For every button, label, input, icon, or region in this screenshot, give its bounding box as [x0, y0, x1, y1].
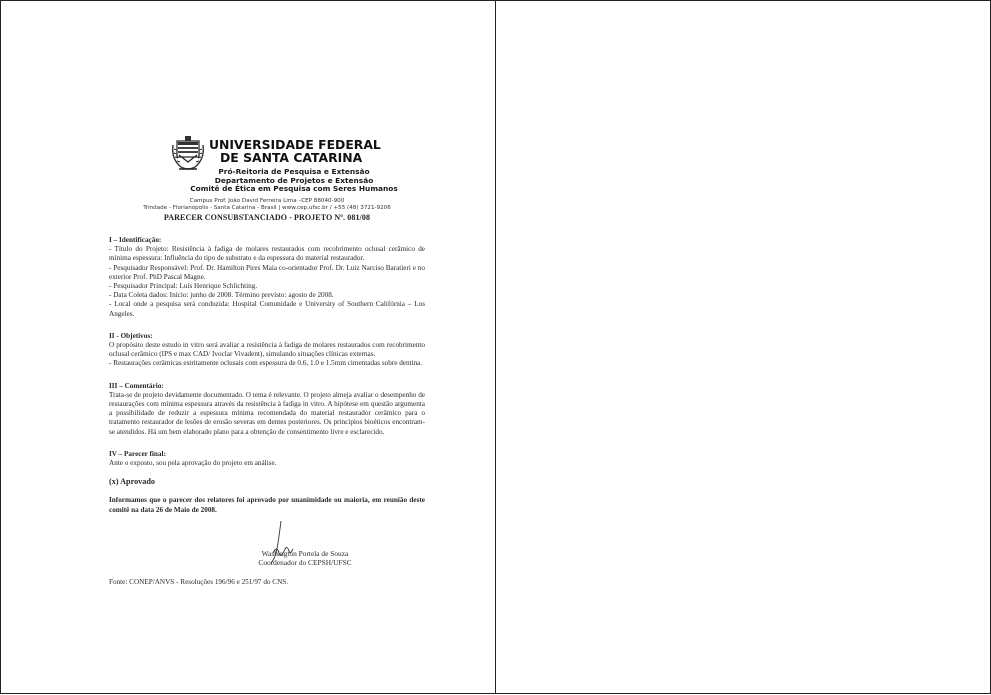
- university-line-2: DE SANTA CATARINA: [220, 149, 363, 165]
- identificacao-line-5: - Local onde a pesquisa será conduzida: Hospital Comunidade e University of Southern Califórnia – Los Angeles.: [109, 300, 425, 318]
- campus-address: [109, 198, 425, 213]
- campus-line-2: Trindade - Florianópolis - Santa Catarina - Brasil | www.cep.ufsc.br / +55 (48) 3721-9206: [143, 205, 391, 212]
- section-heading: I – Identificação:: [109, 236, 162, 244]
- document-header: [109, 131, 425, 223]
- department-block: [169, 168, 419, 194]
- objetivos-line-1: O propósito deste estudo in vitro será avaliar a resistência à fadiga de molares restaurados com recobrimento oclusal cerâmico (IPS e max CAD/ Ivoclar Vivadent), simulando situações clínicas externas.: [109, 341, 425, 359]
- section-identificacao: [109, 236, 425, 319]
- source-note: Fonte: CONEP/ANVS - Resoluções 196/96 e 251/97 do CNS.: [109, 577, 289, 586]
- university-name: [209, 139, 409, 164]
- dept-line-3: Comitê de Ética em Pesquisa com Seres Humanos: [190, 184, 398, 194]
- section-parecer-final: [109, 450, 425, 468]
- signatory-name: Washington Portela de Souza: [261, 548, 349, 558]
- signatory-role: Coordenador do CEPSH/UFSC: [258, 558, 352, 568]
- left-page: [0, 0, 496, 694]
- informamos-text: Informamos que o parecer dos relatores foi aprovado por unanimidade ou maioria, em reunião deste comitê na data 26 de Maio de 2008.: [109, 496, 425, 514]
- identificacao-line-4: - Data Coleta dados: Início: junho de 2008. Término previsto: agosto de 2008.: [109, 291, 334, 300]
- signature-block: [109, 519, 425, 575]
- section-objetivos: [109, 332, 425, 369]
- section-comentario: [109, 382, 425, 437]
- section-heading: IV – Parecer final:: [109, 449, 166, 458]
- parecer-final-text: Ante o exposto, sou pela aprovação do projeto em análise.: [109, 459, 277, 468]
- university-line-1: UNIVERSIDADE FEDERAL: [209, 137, 381, 152]
- dept-line-1: Pró-Reitoria de Pesquisa e Extensão: [218, 167, 370, 176]
- parecer-title: PARECER CONSUBSTANCIADO - PROJETO Nº. 081/08: [163, 213, 371, 222]
- campus-line-1: Campus Prof. João David Ferreira Lima –CEP 88040-900: [189, 198, 345, 204]
- aprovado-mark: (x) Aprovado: [109, 477, 156, 487]
- comentario-text: Trata-se de projeto devidamente documentado. O tema é relevante. O projeto almeja avaliar o desempenho de restaurações com mínima espessura através da resistência à fadiga in vitro. A hipótese em questão argumenta a possibilidade de reduzir a espessura mínima recomendada do material restaurador cerâmico para o tratamento restaurador de lesões de erosão severas em dentes posteriores. Os princípios bioéticos encontram-se atendidos. Há um bem elaborado plano para a obtenção de consentimento livre e esclarecido.: [109, 390, 425, 436]
- signatory: [205, 549, 405, 568]
- section-heading: III – Comentário:: [109, 381, 164, 390]
- right-page: [495, 0, 991, 694]
- objetivos-line-2: - Restaurações cerâmicas estritamente oclusais com espessura de 0.6, 1.0 e 1.5mm cimentadas sobre dentina.: [109, 359, 423, 368]
- identificacao-line-3: - Pesquisador Principal: Luís Henrique Schlichting.: [109, 282, 258, 291]
- identificacao-line-1: - Título do Projeto: Resistência à fadiga de molares restaurados com recobrimento oclusal cerâmico de mínima espessura: Influência do tipo de substrato e da espessura do material restaurador.: [109, 245, 425, 263]
- identificacao-line-2: - Pesquisador Responsável: Prof. Dr. Hamilton Pires Maia co-orientador Prof. Dr. Luiz Narciso Baratieri e no exterior Prof. PhD Pascal Magne.: [109, 263, 425, 281]
- section-heading: II - Objetivos:: [109, 331, 153, 340]
- dept-line-2: Departamento de Projetos e Extensão: [214, 175, 374, 185]
- scanned-document: [109, 131, 425, 587]
